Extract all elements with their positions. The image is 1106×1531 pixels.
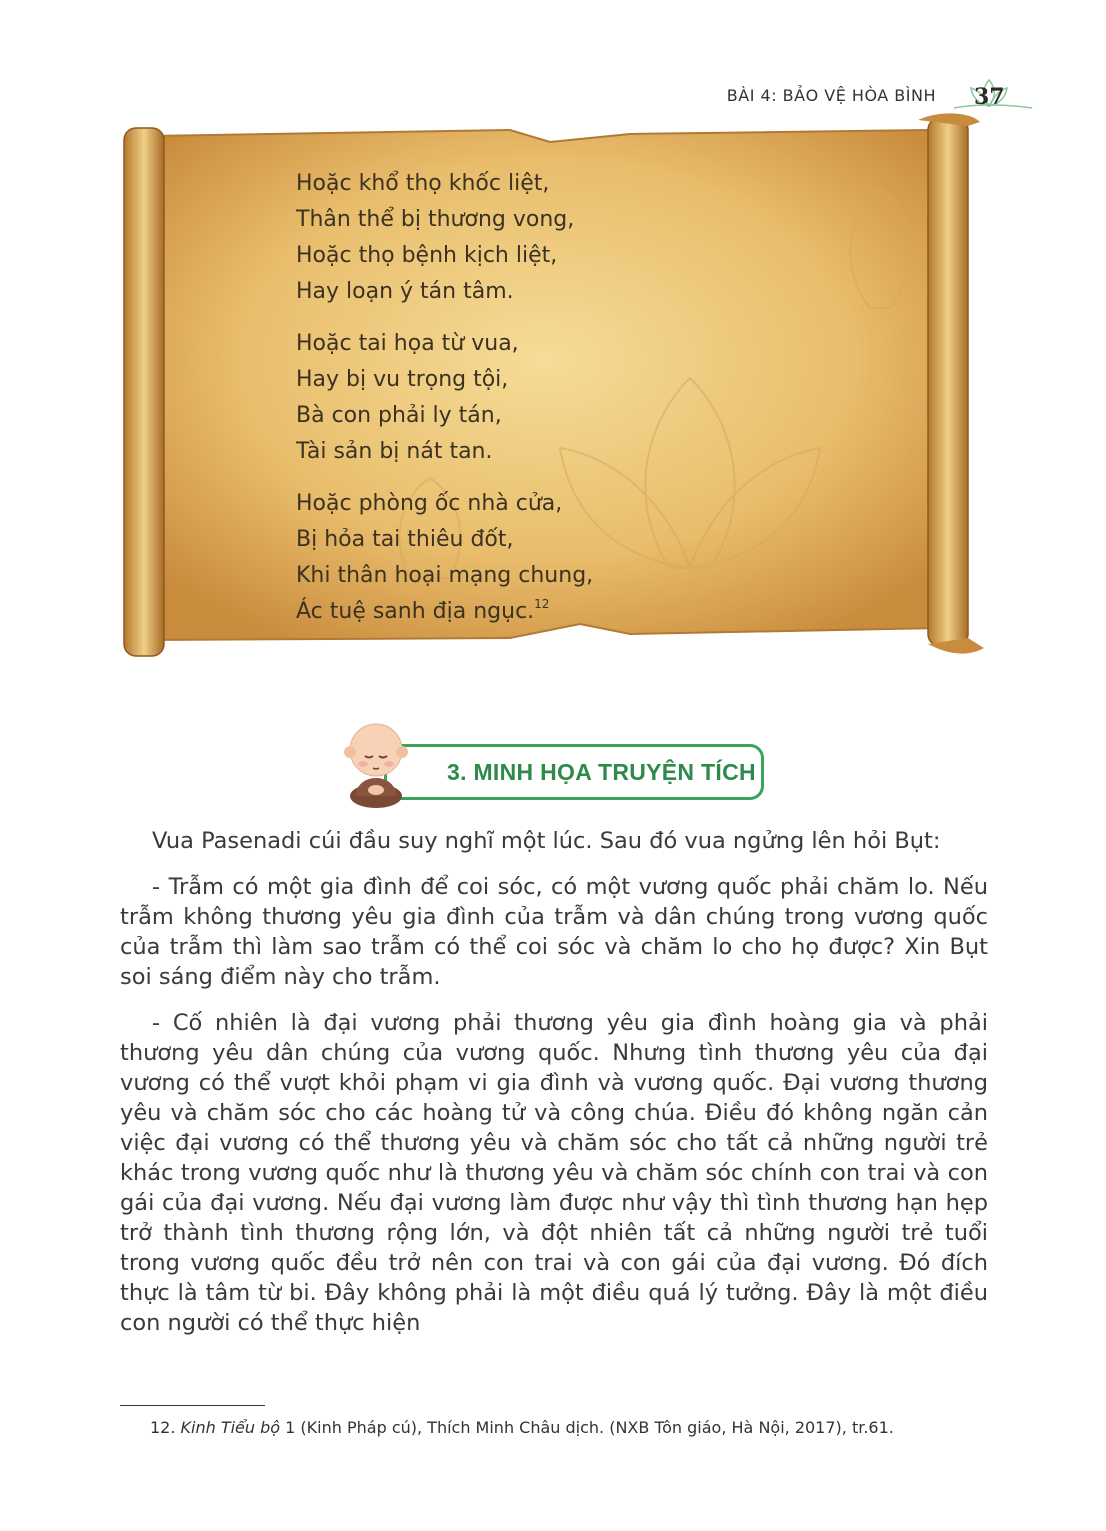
poem bbox=[296, 166, 816, 646]
poem-line: Hoặc thọ bệnh kịch liệt, bbox=[296, 243, 558, 268]
page-number: 37 bbox=[974, 84, 1005, 110]
poem-line: Hay loạn ý tán tâm. bbox=[296, 279, 514, 304]
poem-line: Tài sản bị nát tan. bbox=[296, 439, 493, 464]
paragraph: - Cố nhiên là đại vương phải thương yêu gia đình hoàng gia và phải thương yêu dân chúng của vương quốc. Nhưng tình thương yêu của đại vương có thể vượt khỏi phạm vi gia đình và vương quốc. Đại vương thương yêu và chăm sóc cho các hoàng tử và công chúa. Điều đó không ngăn cản việc đại vương có thể thương yêu và chăm sóc cho tất cả những người trẻ khác trong vương quốc như là thương yêu và chăm sóc chính con trai và con gái của đại vương. Nếu đại vương làm được như vậy thì tình thương hạn hẹp trở thành tình thương rộng lớn, và đột nhiên tất cả những người trẻ tuổi trong vương quốc đều trở nên con trai và con gái của đại vương. Đó đích thực là tâm từ bi. Đây không phải là một điều quá lý tưởng. Đây là một điều con người có thể thực hiện bbox=[120, 1010, 988, 1336]
poem-line-text: Ác tuệ sanh địa ngục. bbox=[296, 599, 535, 624]
footnote-text: 1 (Kinh Pháp cú), Thích Minh Châu dịch. (NXB Tôn giáo, Hà Nội, 2017), tr.61. bbox=[280, 1418, 894, 1437]
footnote-title: Kinh Tiểu bộ bbox=[180, 1418, 281, 1437]
poem-line: Hoặc phòng ốc nhà cửa, bbox=[296, 491, 563, 516]
paragraph: Vua Pasenadi cúi đầu suy nghĩ một lúc. Sau đó vua ngửng lên hỏi Bụt: bbox=[152, 828, 941, 854]
paragraph: - Trẫm có một gia đình để coi sóc, có một vương quốc phải chăm lo. Nếu trẫm không thương yêu gia đình của trẫm và dân chúng trong vương quốc của trẫm thì làm sao trẫm có thể coi sóc và chăm lo cho họ được? Xin Bụt soi sáng điểm này cho trẫm. bbox=[120, 874, 988, 990]
footnote bbox=[150, 1418, 990, 1437]
poem-line: Thân thể bị thương vong, bbox=[296, 207, 575, 232]
poem-line: Hoặc khổ thọ khốc liệt, bbox=[296, 171, 550, 196]
poem-stanza bbox=[296, 486, 816, 630]
section-title: 3. MINH HỌA TRUYỆN TÍCH bbox=[447, 758, 756, 785]
monk-icon bbox=[338, 710, 448, 810]
page-header bbox=[727, 78, 1034, 112]
story-text bbox=[120, 826, 988, 1354]
poem-line: Hoặc tai họa từ vua, bbox=[296, 331, 519, 356]
poem-line bbox=[296, 594, 816, 630]
footnote-number: 12. bbox=[150, 1418, 181, 1437]
page-number-badge bbox=[944, 78, 1034, 112]
parchment-scroll bbox=[110, 108, 990, 668]
poem-line: Bà con phải ly tán, bbox=[296, 403, 502, 428]
poem-line: Khi thân hoại mạng chung, bbox=[296, 563, 594, 588]
footnote-divider bbox=[120, 1405, 265, 1406]
footnote-reference[interactable]: 12 bbox=[534, 597, 550, 611]
chapter-title: BÀI 4: BẢO VỆ HÒA BÌNH bbox=[726, 85, 936, 105]
poem-line: Hay bị vu trọng tội, bbox=[296, 367, 509, 392]
poem-line: Bị hỏa tai thiêu đốt, bbox=[296, 527, 514, 552]
poem-stanza bbox=[296, 326, 816, 470]
section-heading bbox=[338, 710, 768, 810]
poem-stanza bbox=[296, 166, 816, 310]
